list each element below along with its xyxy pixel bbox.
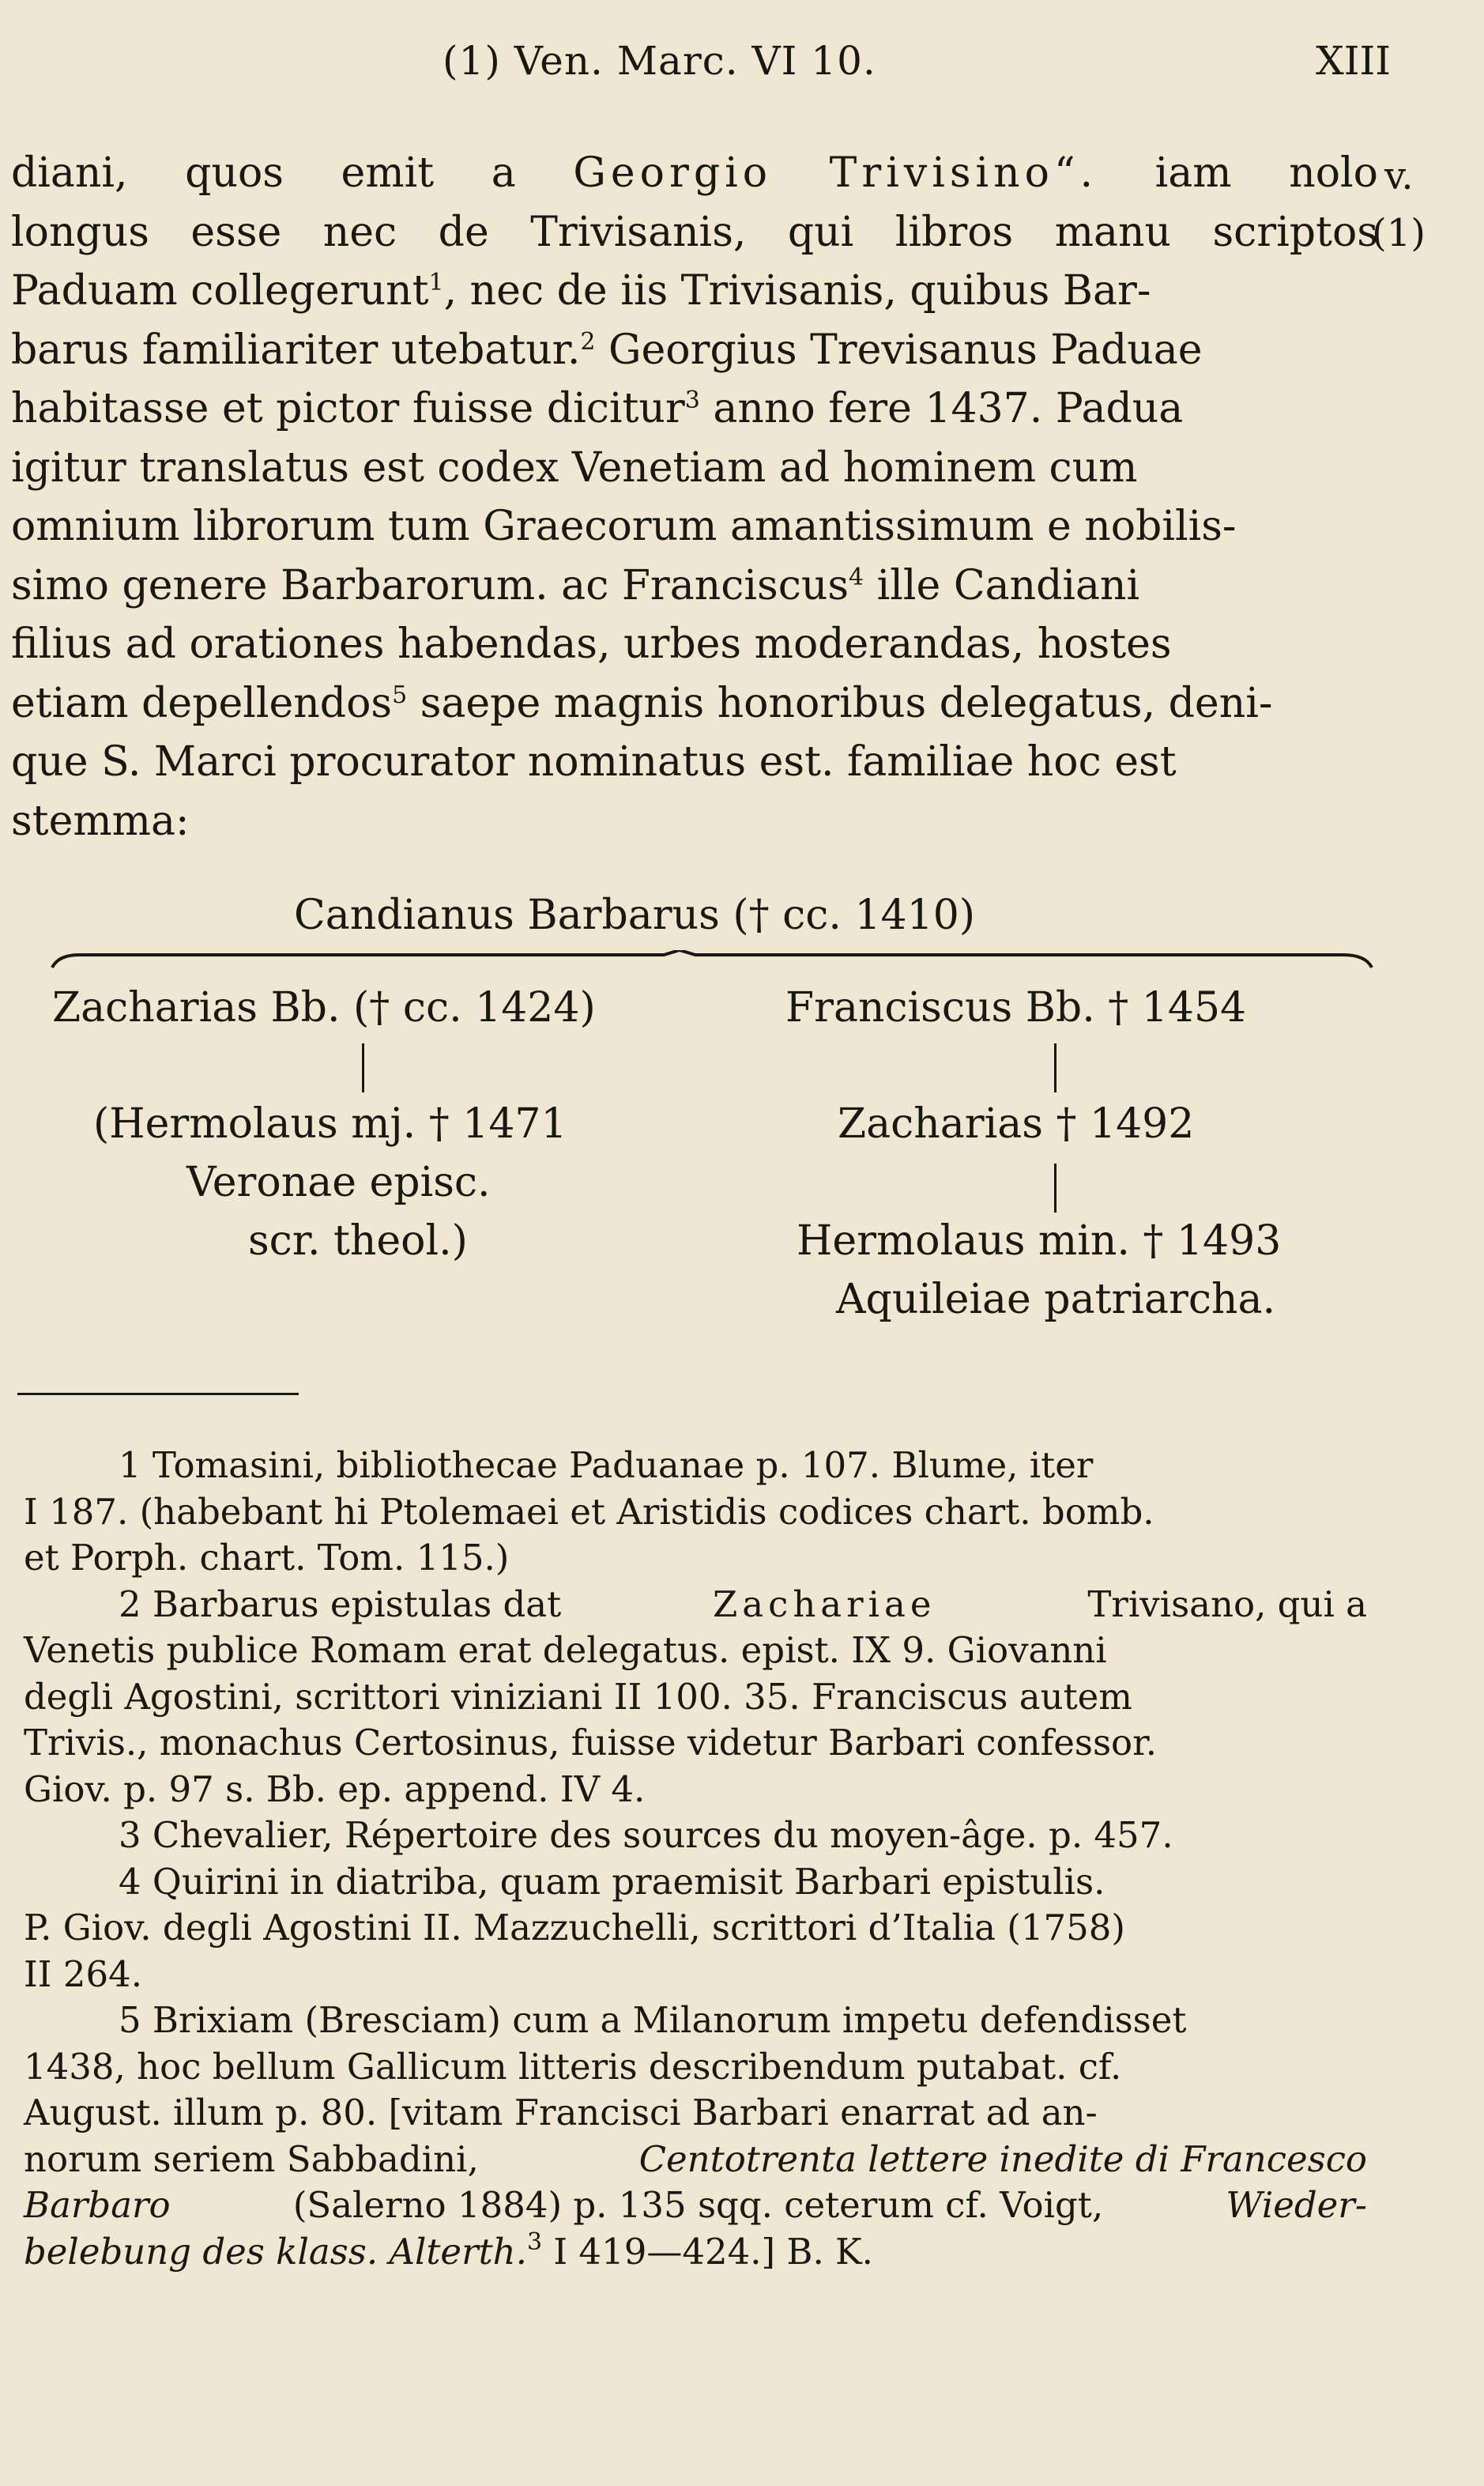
- text-line: habitasse et pictor fuisse dicitur$^3$ anno fere 1437. Padua: [11, 385, 1184, 432]
- page-number: XIII: [1316, 38, 1391, 84]
- text-line: etiam depellendos$^5$ saepe magnis honoribus delegatus, deni-: [11, 679, 1273, 727]
- footnote-line: 5 Brixiam (Bresciam) cum a Milanorum impetu defendisset: [119, 1999, 1187, 2041]
- text-line: barus familiariter utebatur.$^2$ Georgius Trevisanus Paduae: [11, 326, 1203, 374]
- stemma-line: [1054, 1043, 1057, 1092]
- footnote-line: Venetis publice Romam erat delegatus. epist. IX 9. Giovanni: [24, 1629, 1107, 1671]
- stemma-left-4: scr. theol.): [248, 1217, 468, 1265]
- footnote-line: Trivis., monachus Certosinus, fuisse videtur Barbari confessor.: [24, 1722, 1158, 1764]
- stemma-right-3: Hermolaus min. † 1493: [797, 1217, 1282, 1265]
- footnote-line: 4 Quirini in diatriba, quam praemisit Barbari epistulis.: [119, 1860, 1105, 1903]
- stemma-left-1: Zacharias Bb. († cc. 1424): [52, 984, 596, 1032]
- footnote-line: Barbaro (Salerno 1884) p. 135 sqq. ceterum cf. Voigt, Wieder-: [24, 2184, 1367, 2226]
- footnote-line: 2 Barbarus epistulas dat Zachariae Trivisano, qui a: [119, 1583, 1367, 1625]
- footnote-line: belebung des klass. Alterth.$^3$ I 419—424.] B. K.: [24, 2228, 873, 2273]
- text-line: Paduam collegerunt$^1$, nec de iis Trivisanis, quibus Bar-: [11, 267, 1151, 315]
- margin-note: v.: [1384, 154, 1414, 198]
- body-text: [11, 144, 1426, 851]
- text-line: simo genere Barbarorum. ac Franciscus$^4$ ille Candiani: [11, 561, 1140, 609]
- footnote-line: 1438, hoc bellum Gallicum litteris describendum putabat. cf.: [24, 2045, 1122, 2088]
- footnote-line: degli Agostini, scrittori viniziani II 100. 35. Franciscus autem: [24, 1675, 1132, 1718]
- text-line: diani, quos emit a Georgio Trivisino“. iam nolo: [11, 149, 1378, 197]
- stemma-line: [362, 1043, 364, 1092]
- footnote-rule: [17, 1393, 299, 1395]
- text-line: longus esse nec de Trivisanis, qui libros manu scriptos: [11, 208, 1378, 256]
- footnote-line: P. Giov. degli Agostini II. Mazzuchelli, scrittori d’Italia (1758): [24, 1907, 1125, 1948]
- footnotes: [24, 1443, 1367, 2275]
- family-stemma: [0, 877, 1484, 1352]
- footnote-line: II 264.: [24, 1952, 143, 1995]
- footnote-line: Giov. p. 97 s. Bb. ep. append. IV 4.: [24, 1767, 646, 1810]
- footnote-line: 1 Tomasini, bibliothecae Paduanae p. 107. Blume, iter: [119, 1444, 1094, 1486]
- text-line: stemma:: [11, 797, 190, 845]
- text-line: igitur translatus est codex Venetiam ad hominem cum: [11, 443, 1138, 492]
- footnote-line: et Porph. chart. Tom. 115.): [24, 1537, 510, 1579]
- footnote-line: I 187. (habebant hi Ptolemaei et Aristidis codices chart. bomb.: [24, 1490, 1154, 1533]
- running-head: (1) Ven. Marc. VI 10.: [443, 38, 876, 84]
- text-line: que S. Marci procurator nominatus est. familiae hoc est: [11, 738, 1177, 786]
- stemma-right-2: Zacharias † 1492: [838, 1100, 1195, 1148]
- margin-note: (1): [1372, 211, 1426, 255]
- stemma-brace: [47, 950, 1375, 974]
- page-header: [0, 38, 1484, 93]
- footnote-line: norum seriem Sabbadini, Centotrenta lettere inedite di Francesco: [24, 2137, 1367, 2180]
- stemma-right-4: Aquileiae patriarcha.: [836, 1276, 1275, 1323]
- stemma-left-3: Veronae episc.: [186, 1159, 491, 1206]
- footnote-line: 3 Chevalier, Répertoire des sources du moyen-âge. p. 457.: [119, 1814, 1173, 1856]
- stemma-left-2: (Hermolaus mj. † 1471: [93, 1100, 567, 1148]
- text-line: filius ad orationes habendas, urbes moderandas, hostes: [11, 621, 1172, 668]
- stemma-right-1: Franciscus Bb. † 1454: [785, 984, 1247, 1032]
- stemma-line: [1054, 1164, 1057, 1213]
- text-line: omnium librorum tum Graecorum amantissimum e nobilis-: [11, 503, 1237, 550]
- stemma-root: Candianus Barbarus († cc. 1410): [294, 892, 976, 939]
- footnote-line: August. illum p. 80. [vitam Francisci Barbari enarrat ad an-: [24, 2092, 1098, 2133]
